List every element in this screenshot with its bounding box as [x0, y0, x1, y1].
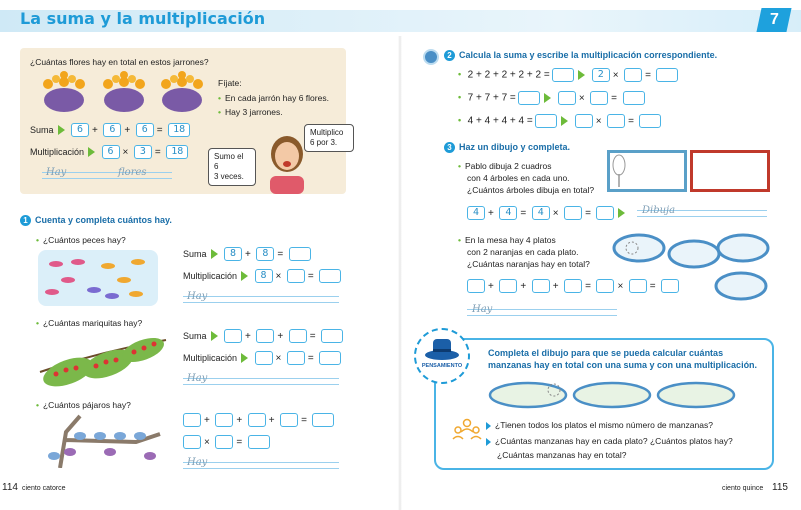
- input-box[interactable]: [639, 114, 661, 128]
- input-box[interactable]: [224, 329, 242, 343]
- arrow-icon: [561, 116, 568, 126]
- input-box[interactable]: [319, 351, 341, 365]
- ex1-q1-mult-row: Multiplicación 8 × =: [183, 269, 341, 283]
- arrow-icon: [211, 249, 218, 259]
- suma-box: 6: [136, 123, 154, 137]
- arrow-icon: [58, 125, 65, 135]
- arrow-icon: [486, 438, 491, 446]
- input-box[interactable]: [552, 68, 574, 82]
- ex3-q2-line-1: • En la mesa hay 4 platos: [458, 235, 556, 245]
- input-box[interactable]: [532, 279, 550, 293]
- hay-word: Hay: [187, 373, 208, 384]
- pensamiento-q3: ¿Cuántas manzanas hay en total?: [497, 450, 627, 460]
- arrow-icon: [578, 70, 585, 80]
- ex2-row-2: • 7 + 7 + 7 = × =: [458, 91, 645, 105]
- ex3-q2-line-3: ¿Cuántas naranjas hay en total?: [467, 259, 590, 269]
- plates-illustration[interactable]: [612, 232, 772, 304]
- ex3-q2-line-2: con 2 naranjas en cada plato.: [467, 247, 579, 257]
- ex3-q1-line-3: ¿Cuántos árboles dibuja en total?: [467, 185, 595, 195]
- input-box[interactable]: [287, 269, 305, 283]
- hay-word: Hay: [187, 291, 208, 302]
- mult-box: 6: [102, 145, 120, 159]
- unit-number: 7: [756, 8, 791, 32]
- suma-box: 6: [71, 123, 89, 137]
- input-box[interactable]: 4: [532, 206, 550, 220]
- pensamiento-q2: ¿Cuántas manzanas hay en cada plato? ¿Cuántos platos hay?: [486, 436, 733, 446]
- mult-box: 3: [134, 145, 152, 159]
- vase-1-icon: [43, 71, 85, 112]
- input-box[interactable]: [596, 206, 614, 220]
- vase-2-icon: [103, 71, 145, 112]
- tree-icon: [611, 154, 627, 188]
- note-1: • En cada jarrón hay 6 flores.: [218, 93, 329, 103]
- apple-plates-illustration[interactable]: [488, 380, 736, 410]
- input-box[interactable]: [256, 329, 274, 343]
- input-box[interactable]: 8: [256, 247, 274, 261]
- pensamiento-title-1: Completa el dibujo para que se pueda calcular cuántas: [488, 348, 724, 358]
- ex1-title: 1 Cuenta y completa cuántos hay.: [20, 215, 172, 226]
- ex1-q3-mult-row: × =: [183, 435, 270, 449]
- input-box[interactable]: [564, 206, 582, 220]
- ex2-row-3: • 4 + 4 + 4 + 4 = × =: [458, 114, 661, 128]
- page-name-right: ciento quince: [722, 485, 764, 492]
- suma-result-box: 18: [168, 123, 190, 137]
- ex3-q2-eq-row: + + + = × =: [467, 279, 679, 293]
- ex1-q1-suma-row: Suma 8 + 8 =: [183, 247, 311, 261]
- ex1-q2: • ¿Cuántas mariquitas hay?: [36, 318, 142, 328]
- birds-illustration: [40, 412, 164, 468]
- input-box[interactable]: [312, 413, 334, 427]
- intro-mult-row: Multiplicación 6 × 3 = 18: [30, 145, 188, 159]
- suma-label: Suma: [30, 125, 54, 135]
- page-number-right: 115: [772, 482, 788, 493]
- arrow-icon: [241, 353, 248, 363]
- ex1-q2-mult-row: Multiplicación × =: [183, 351, 341, 365]
- input-box[interactable]: [575, 114, 593, 128]
- ex1-q1: • ¿Cuántos peces hay?: [36, 235, 126, 245]
- input-box[interactable]: [280, 413, 298, 427]
- input-box[interactable]: 4: [467, 206, 485, 220]
- arrow-icon: [88, 147, 95, 157]
- intro-question: ¿Cuántas flores hay en total en estos jarrones?: [30, 57, 209, 67]
- hay-word: Hay: [472, 304, 493, 315]
- pensamiento-label: PENSAMIENTO: [421, 363, 463, 369]
- input-box[interactable]: 8: [255, 269, 273, 283]
- input-box[interactable]: [656, 68, 678, 82]
- page-name-left: ciento catorce: [22, 485, 66, 492]
- input-box[interactable]: [467, 279, 485, 293]
- input-box[interactable]: [319, 269, 341, 283]
- input-box[interactable]: [215, 413, 233, 427]
- fijate-label: Fíjate:: [218, 78, 242, 88]
- ex3-q1-line-1: • Pablo dibuja 2 cuadros: [458, 161, 551, 171]
- intro-suma-row: Suma 6 + 6 + 6 = 18: [30, 123, 190, 137]
- input-box[interactable]: [564, 279, 582, 293]
- page-gutter: [398, 36, 402, 510]
- input-box[interactable]: [183, 435, 201, 449]
- ex2-title: 2 Calcula la suma y escribe la multiplicación correspondiente.: [444, 50, 717, 61]
- pensamiento-title-2: manzanas hay en total con una suma y con una multiplicación.: [488, 360, 758, 370]
- ex3-q1-eq-row: 4 + 4 = 4 × =: [467, 206, 629, 220]
- ex2-row-1: • 2 + 2 + 2 + 2 + 2 = 2 × =: [458, 68, 678, 82]
- input-box[interactable]: [590, 91, 608, 105]
- input-box[interactable]: [287, 351, 305, 365]
- dibuja-word: Dibuja: [642, 205, 676, 216]
- speech-bubble-right: Multiplico 6 por 3.: [304, 124, 354, 152]
- input-box[interactable]: [558, 91, 576, 105]
- ladybugs-illustration: [38, 332, 168, 390]
- input-box[interactable]: [607, 114, 625, 128]
- input-box[interactable]: [289, 329, 307, 343]
- mult-result-box: 18: [166, 145, 188, 159]
- arrow-icon: [241, 271, 248, 281]
- vases-illustration: [34, 70, 212, 114]
- input-box[interactable]: [255, 351, 273, 365]
- arrow-icon: [211, 331, 218, 341]
- ex3-title: 3 Haz un dibujo y completa.: [444, 142, 570, 153]
- hat-icon: [424, 335, 460, 361]
- arrow-icon: [618, 208, 625, 218]
- arrow-icon: [544, 93, 551, 103]
- pensamiento-q1: ¿Tienen todos los platos el mismo número de manzanas?: [486, 420, 713, 430]
- input-box[interactable]: [321, 329, 343, 343]
- answer-word-2: flores: [118, 167, 147, 178]
- hay-word: Hay: [187, 457, 208, 468]
- input-box[interactable]: [518, 91, 540, 105]
- input-box[interactable]: [624, 68, 642, 82]
- mult-label: Multiplicación: [30, 147, 85, 157]
- input-box[interactable]: [661, 279, 679, 293]
- page-number-left: 114: [2, 482, 18, 493]
- ex1-q3-suma-row: + + + =: [183, 413, 334, 427]
- input-box[interactable]: [183, 413, 201, 427]
- input-box[interactable]: [535, 114, 557, 128]
- vase-3-icon: [161, 71, 203, 112]
- drawing-frame-2[interactable]: [690, 150, 770, 192]
- input-box[interactable]: [629, 279, 647, 293]
- speech-bubble-left: Sumo el 6 3 veces.: [208, 148, 256, 186]
- input-box[interactable]: 2: [592, 68, 610, 82]
- group-people-icon: [452, 418, 482, 440]
- input-box[interactable]: [596, 279, 614, 293]
- ex1-q2-suma-row: Suma + + =: [183, 329, 343, 343]
- fish-illustration: [38, 250, 158, 306]
- note-2: • Hay 3 jarrones.: [218, 107, 283, 117]
- suma-box: 6: [103, 123, 121, 137]
- input-box[interactable]: 4: [499, 206, 517, 220]
- answer-word-1: Hay: [46, 167, 67, 178]
- input-box[interactable]: [289, 247, 311, 261]
- input-box[interactable]: [248, 435, 270, 449]
- page-title: La suma y la multiplicación: [20, 9, 266, 28]
- arrow-icon: [486, 422, 491, 430]
- ex3-q1-line-2: con 4 árboles en cada uno.: [467, 173, 570, 183]
- input-box[interactable]: [499, 279, 517, 293]
- calc-icon: [423, 49, 439, 65]
- input-box[interactable]: [623, 91, 645, 105]
- input-box[interactable]: 8: [224, 247, 242, 261]
- ex1-q3: • ¿Cuántos pájaros hay?: [36, 400, 131, 410]
- input-box[interactable]: [248, 413, 266, 427]
- input-box[interactable]: [215, 435, 233, 449]
